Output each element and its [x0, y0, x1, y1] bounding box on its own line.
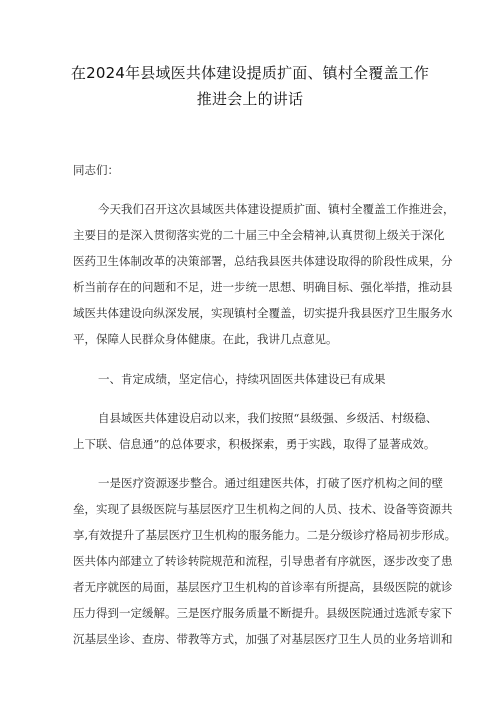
- paragraph-3-line-5: 者无序就医的局面，基层医疗卫生机构的首诊率有所提高，县级医院的就诊: [73, 580, 453, 594]
- paragraph-1-line-6: 平，保障人民群众身体健康。在此，我讲几点意见。: [73, 332, 338, 346]
- paragraph-3-line-7: 沉基层坐诊、查房、带教等方式，加强了对基层医疗卫生人员的业务培训和: [73, 632, 453, 646]
- section-heading-1: 一、肯定成绩，坚定信心，持续巩固医共体建设已有成果: [98, 372, 386, 386]
- paragraph-3-line-6: 压力得到一定缓解。三是医疗服务质量不断提升。县级医院通过选派专家下: [73, 606, 453, 620]
- paragraph-3-line-2: 垒，实现了县级医院与基层医疗卫生机构之间的人员、技术、设备等资源共: [73, 502, 453, 516]
- document-title-line-2: 推进会上的讲话: [196, 90, 304, 108]
- salutation: 同志们：: [73, 163, 119, 177]
- paragraph-3-line-3: 享,有效提升了基层医疗卫生机构的服务能力。二是分级诊疗格局初步形成。: [73, 528, 457, 542]
- paragraph-1-line-3: 医药卫生体制改革的决策部署，总结我县医共体建设取得的阶段性成果，分: [73, 254, 453, 268]
- document-title-line-1: 在2024年县域医共体建设提质扩面、镇村全覆盖工作: [70, 64, 430, 82]
- paragraph-3-line-4: 医共体内部建立了转诊转院规范和流程，引导患者有序就医，逐步改变了患: [73, 554, 453, 568]
- paragraph-1-line-5: 域医共体建设向纵深发展，实现镇村全覆盖，切实提升我县医疗卫生服务水: [73, 306, 453, 320]
- paragraph-1-line-2: 主要目的是深入贯彻落实党的二十届三中全会精神,认真贯彻上级关于深化: [73, 228, 445, 242]
- paragraph-1-line-1: 今天我们召开这次县域医共体建设提质扩面、镇村全覆盖工作推进会，: [98, 202, 455, 216]
- paragraph-2-line-1: 自县域医共体建设启动以来，我们按照“县级强、乡级活、村级稳、: [98, 411, 438, 425]
- paragraph-1-line-4: 析当前存在的问题和不足，进一步统一思想、明确目标、强化举措，推动县: [73, 280, 453, 294]
- paragraph-2-line-2: 上下联、信息通”的总体要求，积极探索，勇于实践，取得了显著成效。: [73, 437, 436, 451]
- paragraph-3-line-1: 一是医疗资源逐步整合。通过组建医共体，打破了医疗机构之间的壁: [98, 476, 443, 490]
